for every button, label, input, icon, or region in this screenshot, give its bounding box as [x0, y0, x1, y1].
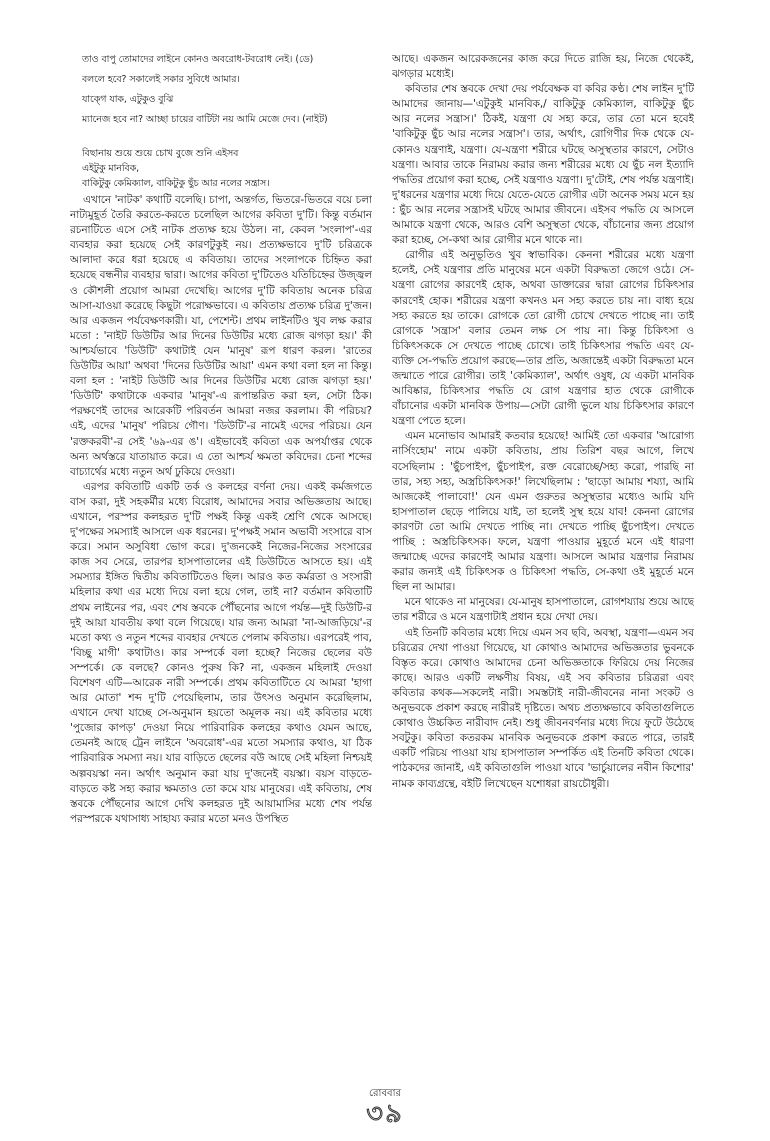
- body-paragraph: কবিতার শেষ স্তবকে দেখা দেয় পর্যবেক্ষক বা কবির কণ্ঠ। শেষ লাইন দু'টি আমাদের জানায়—'এটুকুই মানবিক,/ বাকিটুকু কেমিক্যাল, বাকিটুকু ছুঁচ আর নলের সন্ত্রাস।' ঠিকই, যন্ত্রণা যে সহ্য করে, তার তো মনে হবেই 'বাকিটুকু ছুঁচ আর নলের সন্ত্রাস'। তার, অর্থাৎ, রোগিণীর দিক থেকে যে-কোনও যন্ত্রণাই, যন্ত্রণা। যে-যন্ত্রণা শরীরে ঘটছে অসুস্থতার কারণে, সেটাও যন্ত্রণা। আবার তাকে নিরাময় করার জন্য শরীরের মধ্যে যে ছুঁচ নল ইত্যাদি পদ্ধতির প্রয়োগ করা হচ্ছে, সেই যন্ত্রণাও যন্ত্রণা। দু'টোই, শেষ পর্যন্ত যন্ত্রণাই। দু'ধরনের যন্ত্রণার মধ্যে দিয়ে যেতে-যেতে রোগীর এটা অনেক সময় মনে হয় : ছুঁচ আর নলের সন্ত্রাসই ঘটছে আমার জীবনে। এইসব পদ্ধতি যে আসলে আমাকে যন্ত্রণা থেকে, আরও বেশি অসুস্থতা থেকে, বাঁচানোর জন্য প্রয়োগ করা হচ্ছে, সে-কথা আর রোগীর মনে থাকে না।: [392, 83, 694, 247]
- left-column: [70, 52, 372, 1082]
- body-paragraph: আছে। একজন আরেকজনের কাজ করে দিতে রাজি হয়, নিজে থেকেই, ঝগড়ার মধ্যেই।: [392, 53, 694, 81]
- body-paragraph: এখানে 'নাটক' কথাটি বলেছি। চাপা, অন্তর্গত, ভিতরে-ভিতরে বয়ে চলা নাট্যমুহূর্ত তৈরি করতে-করতে চলেছিল আগের কবিতা দু'টি। কিন্তু বর্তমান রচনাটিতে এসে সেই নাটক প্রত্যক্ষ হয়ে উঠল। না, কেবল 'সংলাপ'-এর ব্যবহার করা হয়েছে সেই কারণটুকুই নয়। প্রত্যক্ষভাবে দু'টি চরিত্রকে আলাদা করে ধরা হয়েছে এ কবিতায়। তাদের সংলাপকে চিহ্নিত করা হয়েছে বন্ধনীর ব্যবহার দ্বারা। আগের কবিতা দু'টিতেও যতিচিহ্নের উজ্জ্বল ও কৌশলী প্রয়োগ আমরা দেখেছি। আগের দু'টি কবিতায় অনেক চরিত্র আসা-যাওয়া করেছে কিছুটা পরোক্ষভাবে। এ কবিতায় প্রত্যক্ষ চরিত্র দু'জন। আর একজন পর্যবেক্ষণকারী। যা, পেশেন্ট। প্রথম লাইনটিও খুব লক্ষ করার মতো : 'নাইট ডিউটির আর দিনের ডিউটির মধ্যে রোজ ঝগড়া হয়।' কী আশ্চর্যভাবে 'ডিউটি' কথাটাই যেন 'মানুষ' রূপ ধারণ করল। 'রাতের ডিউটির আয়া' অথবা 'দিনের ডিউটির আয়া' এমন কথা বলা হল না কিন্তু। বলা হল : 'নাইট ডিউটি আর দিনের ডিউটির মধ্যে রোজ ঝগড়া হয়।' 'ডিউটি' কথাটাকে একবার 'মানুষ'-এ রূপান্তরিত করা হল, সেটা ঠিক। পরক্ষণেই তাদের আরেকটি পরিবর্তন আমরা নজর করলাম। কী পরিচয়? এই, এদের 'মানুষ' পরিচয় গৌণ। 'ডিউটি'-র নামেই এদের পরিচয়। যেন 'রক্তকরবী'-র সেই '৬৯-এর ঙ'। এইভাবেই কবিতা এক অপর্যাপ্তর থেকে অন্য অর্থস্তরে যাতায়াত করে। এ তো আশ্চর্য ক্ষমতা কবিদের। চেনা শব্দের বাচ্যার্থের মধ্যে নতুন অর্থ ঢুকিয়ে দেওয়া।: [70, 194, 372, 478]
- verse-line: বাকিটুকু কেমিক্যাল, বাকিটুকু ছুঁচ আর নলের সন্ত্রাস।: [82, 178, 270, 189]
- quoted-verse-ending: [70, 146, 372, 191]
- verse-line: এইটুকু মানবিক,: [82, 163, 140, 174]
- verse-line: তাও বাপু তোমাদের লাইনে কোনও অবরোধ-টবরোধ নেই। (ডে): [82, 54, 314, 65]
- verse-line: বললে হবে? সকালেই সকার সুবিধে আমার।: [82, 74, 240, 85]
- body-paragraph: মনে থাকেও না মানুষের। যে-মানুষ হাসপাতালে, রোগশয্যায় শুয়ে আছে তার শরীরে ও মনে যন্ত্রণাটাই প্রধান হয়ে দেখা দেয়।: [392, 596, 694, 624]
- quoted-verse-dialogue: [70, 52, 372, 128]
- body-paragraph: এরপর কবিতাটি একটি তর্ক ও কলহের বর্ণনা দেয়। একই কর্মজগতে বাস করা, দুই সহকর্মীর মধ্যে বিরোধ, আমাদের সবার অভিজ্ঞতায় আছে। এখানে, পরস্পর কলহরত দু'টি পক্ষই কিন্তু একই শ্রেণি থেকে আসছে। দু'পক্ষের সমস্যাই আসলে এক ধরনের। দু'পক্ষই সমান অভাবী সংসারে বাস করে। সমান অসুবিধা ভোগ করে। দু'জনকেই নিজের-নিজের সংসারের কাজ সব সেরে, তারপর হাসপাতালের এই ডিউটিতে আসতে হয়। এই সমস্যার ইঙ্গিত দ্বিতীয় কবিতাটিতেও ছিল। আরও কত কর্মরতা ও সংসারী মহিলার কথা এর মধ্যে দিয়ে বলা হয়ে গেল, তাই না? বর্তমান কবিতাটি প্রথম লাইনের পর, এবং শেষ স্তবকে পৌঁছনোর আগে পর্যন্ত—দুই ডিউটি-র দুই আয়া যাবতীয় কথা বলে গিয়েছে। যার জন্য আমরা 'না-আজড়িয়ে'-র মতো কথ্য ও নতুন শব্দের ব্যবহার দেখতে পেলাম কবিতায়। এরপরেই পাব, 'বিচ্ছু মাগী' কথাটাও। কার সম্পর্কে বলা হচ্ছে? নিজের ছেলের বউ সম্পর্কে। কে বলছে? কোনও পুরুষ কি? না, একজন মহিলাই দেওয়া বিশেষণ এটি—আরেক নারী সম্পর্কে। প্রথম কবিতাটিতে যে আমরা 'হাগা আর মোতা' শব্দ দু'টি পেয়েছিলাম, তার উৎসও অনুমান করেছিলাম, এখানে দেখা যাচ্ছে সে-অনুমান হয়তো অমূলক নয়। এই কবিতার মধ্যে 'পুজোর কাপড়' দেওয়া নিয়ে পারিবারিক কলহের কথাও যেমন আছে, তেমনই আছে ট্রেন লাইনে 'অবরোধ'-এর মতো সমস্যার কথাও, যা ঠিক পারিবারিক সমস্যা নয়। যার বাড়িতে ছেলের বউ আছে সেই মহিলা নিশ্চয়ই অল্পবয়স্কা নন। অর্থাৎ অনুমান করা যায় দু'জনেই বয়স্কা। বয়স বাড়তে-বাড়তে কষ্ট সহ্য করার ক্ষমতাও তো কমে যায় মানুষের। এই কবিতায়, শেষ স্তবকে পৌঁছনোর আগে দেখি কলহরত দুই আয়ামাসির মধ্যে শেষ পর্যন্ত পরস্পরকে যথাসাধ্য সাহায্য করার মতো মনও উপস্থিত: [70, 480, 372, 825]
- body-paragraph: রোগীর এই অনুভূতিও খুব স্বাভাবিক। কেননা শরীরের মধ্যে যন্ত্রণা হলেই, সেই যন্ত্রণার প্রতি মানুষের মনে একটা বিরুদ্ধতা জেগে ওঠে। সে-যন্ত্রণা রোগের কারণেই হোক, অথবা ডাক্তারের দ্বারা রোগের চিকিৎসার কারণেই হোক। শরীরের যন্ত্রণা কখনও মন সহ্য করতে চায় না। বাধ্য হয়ে সহ্য করতে হয় তাকে। রোগকে তো রোগী চোখে দেখতে পাচ্ছে না। তাই রোগকে 'সন্ত্রাস' বলার তেমন লক্ষ সে পায় না। কিন্তু চিকিৎসা ও চিকিৎসককে সে দেখতে পাচ্ছে চোখে। তাই চিকিৎসার পদ্ধতি এবং যে-ব্যক্তি সে-পদ্ধতি প্রয়োগ করছে—তার প্রতি, অজান্তেই একটা বিরুদ্ধতা মনে জন্মাতে পারে রোগীর। তাই 'কেমিক্যাল', অর্থাৎ ওষুধ, যে একটা মানবিক আবিষ্কার, চিকিৎসার পদ্ধতি যে রোগ যন্ত্রণার হাত থেকে রোগীকে বাঁচানোর একটা মানবিক উপায়—সেটা রোগী ভুলে যায় চিকিৎসার কারণে যন্ত্রণা পেতে হলে।: [392, 249, 694, 428]
- verse-line: ম্যানেজ হবে না? আচ্ছা চায়ের বাটিটা নয় আমি মেজে দেব। (নাইট): [82, 114, 328, 125]
- verse-line: বিছানায় শুয়ে শুয়ে চোখ বুজে শুনি এইসব: [82, 148, 239, 159]
- right-column: [392, 52, 694, 1062]
- magazine-name: রোববার: [369, 1088, 401, 1099]
- body-paragraph: এমন মনোভাব আমারই কতবার হয়েছে! আমিই তো একবার 'আরোগ্য নার্সিংহোম' নামে একটা কবিতায়, প্রায় তিরিশ বছর আগে, লিখে বসেছিলাম : 'ছুঁচপাইপ, ছুঁচপাইপ, রক্ত বেরোচ্ছে/সহ্য করো, পারছি না তার, সহ্য সহ্য, অস্ত্রচিকিৎসক!' লিখেছিলাম : 'ছাড়ো আমায় শয্যা, আমি আজকেই পালাবো!' যেন এমন গুরুতর অসুস্থতার মধ্যেও আমি যদি হাসপাতাল ছেড়ে পালিয়ে যাই, তা হলেই সুস্থ হয়ে যাব! কেননা রোগের কারণটা তো আমি দেখতে পাচ্ছি না। দেখতে পাচ্ছি ছুঁচপাইপ। দেখতে পাচ্ছি : অস্ত্রচিকিৎসক। ফলে, যন্ত্রণা পাওয়ার মুহূর্তে মনে এই ধারণা জন্মাচ্ছে এদের কারণেই আমার যন্ত্রণা। আসলে আমার যন্ত্রণার নিরাময় করার জন্যই এই চিকিৎসক ও চিকিৎসা পদ্ধতি, সে-কথা ওই মুহূর্তে মনে ছিল না আমার।: [392, 430, 694, 594]
- page-footer: [330, 1088, 440, 1128]
- verse-line: যাক্গে যাক, এটুকুও বুঝি: [82, 94, 174, 105]
- body-paragraph: এই তিনটি কবিতার মধ্যে দিয়ে এমন সব ছবি, অবস্থা, যন্ত্রণা—এমন সব চরিত্রের দেখা পাওয়া গিয়েছে, যা কোথাও আমাদের অভিজ্ঞতার ভুবনকে বিস্তৃত করে। কোথাও আমাদের চেনা অভিজ্ঞতাকে ফিরিয়ে দেয় নিজের কাছে। আরও একটি লক্ষণীয় বিষয়, এই সব কবিতার চরিত্ররা এবং কবিতার কথক—সকলেই নারী। সমস্তটাই নারী-জীবনের নানা সংকট ও অনুভবকে প্রকাশ করছে নারীরই দৃষ্টিতে। অথচ প্রত্যক্ষভাবে কবিতাগুলিতে কোথাও উচ্চকিত নারীবাদ নেই। শুধু জীবনবর্ণনার মধ্যে দিয়ে ফুটে উঠেছে সবটুকু। কবিতা কতরকম মানবিক অনুভবকে প্রকাশ করতে পারে, তারই একটি পরিচয় পাওয়া যায় হাসপাতাল সম্পর্কিত এই তিনটি কবিতা থেকে। পাঠকদের জানাই, এই কবিতাগুলি পাওয়া যাবে 'ভার্চুয়ালের নবীন কিশোর' নামক কাব্যগ্রন্থে, বইটি লিখেছেন যশোধরা রায়চৌধুরী।: [392, 626, 694, 790]
- page-number: ৩৯: [366, 1099, 404, 1129]
